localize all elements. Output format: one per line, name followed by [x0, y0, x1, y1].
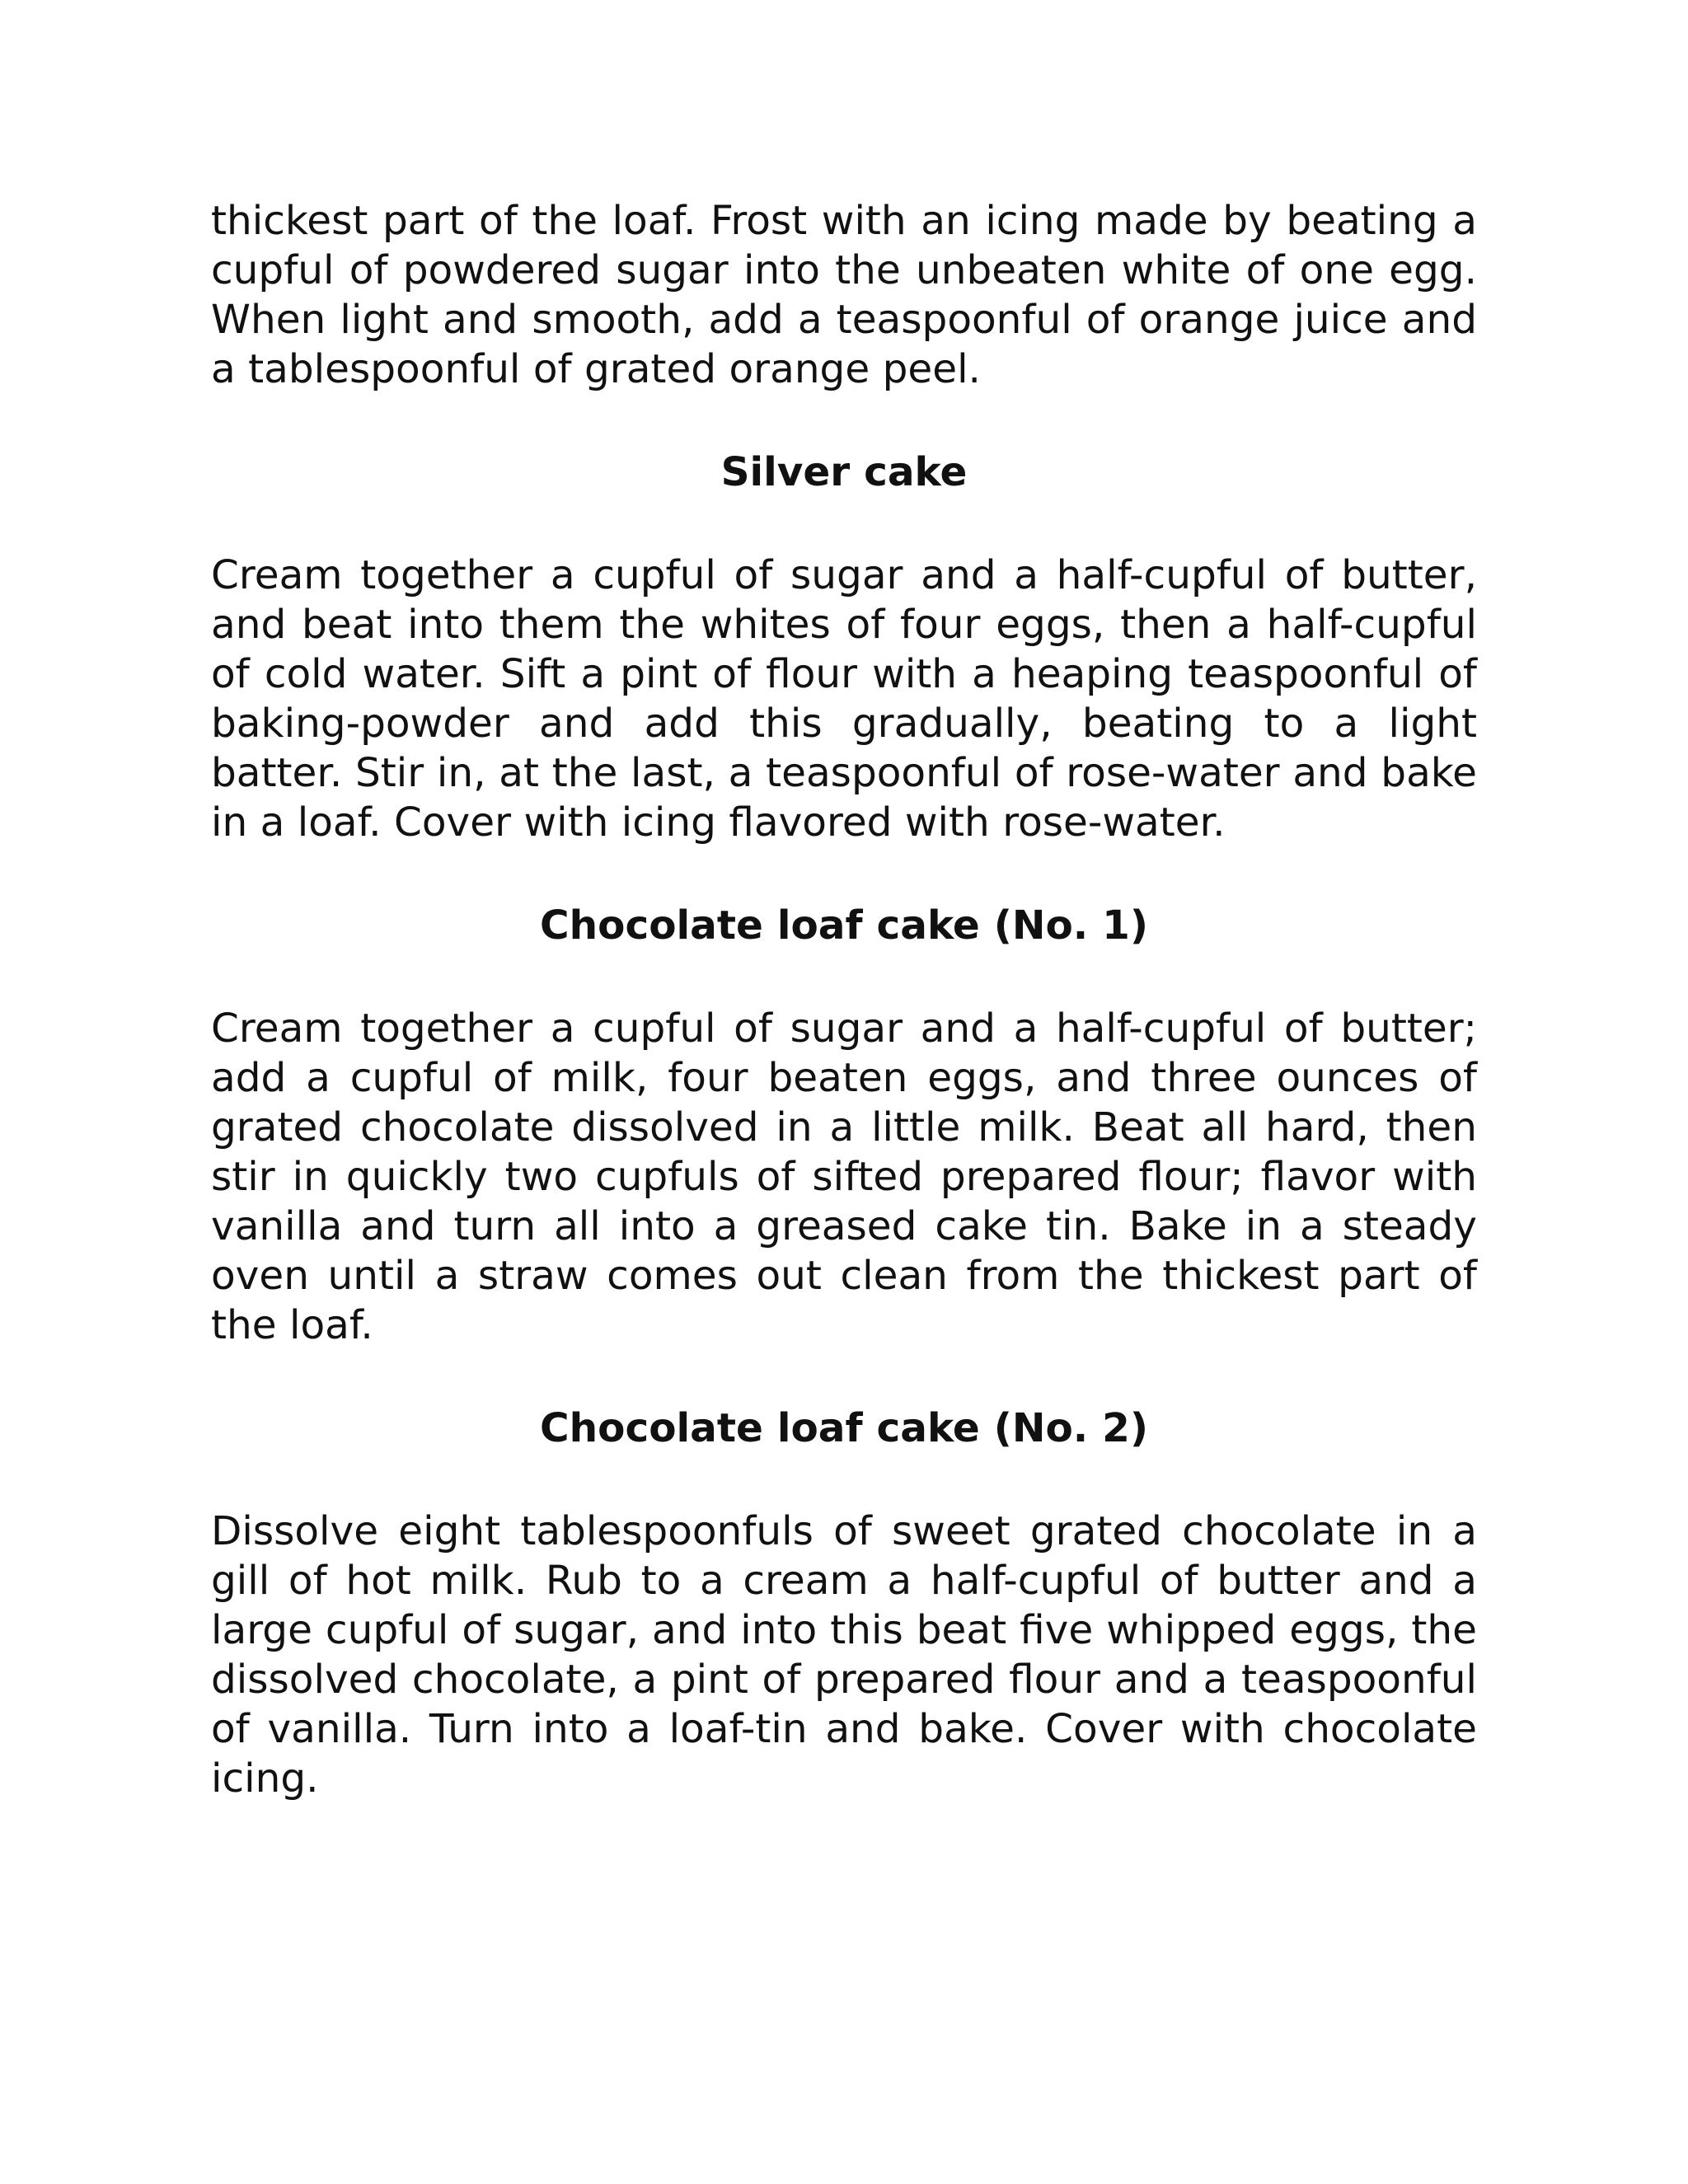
document-page — [211, 196, 1477, 1803]
recipe-paragraph-silver-cake: Cream together a cupful of sugar and a half-cupful of butter, and beat into them the whites of four eggs, then a half-cupful of cold water. Sift a pint of flour with a heaping teaspoonful of baking-powder and add this gradually, beating to a light batter. Stir in, at the last, a teaspoonful of rose-water and bake in a loaf. Cover with icing flavored with rose-water. — [211, 552, 1477, 846]
recipe-paragraph-chocolate-1: Cream together a cupful of sugar and a half-cupful of butter; add a cupful of milk, four beaten eggs, and three ounces of grated chocolate dissolved in a little milk. Beat all hard, then stir in quickly two cupfuls of sifted prepared flour; flavor with vanilla and turn all into a greased cake tin. Bake in a steady oven until a straw comes out clean from the thickest part of the loaf. — [211, 1005, 1477, 1348]
recipe-heading-chocolate-2: Chocolate loaf cake (No. 2) — [540, 1405, 1148, 1451]
recipe-paragraph-chocolate-2: Dissolve eight tablespoonfuls of sweet grated chocolate in a gill of hot milk. Rub to a cream a half-cupful of butter and a large cupful of sugar, and into this beat five whipped eggs, the dissolved chocolate, a pint of prepared flour and a teaspoonful of vanilla. Turn into a loaf-tin and bake. Cover with chocolate icing. — [211, 1508, 1477, 1802]
recipe-heading-chocolate-1: Chocolate loaf cake (No. 1) — [540, 902, 1148, 949]
paragraph-continuation: thickest part of the loaf. Frost with an icing made by beating a cupful of powdered sugar into the unbeaten white of one egg. When light and smooth, add a teaspoonful of orange juice and a tablespoonful of grated orange peel. — [211, 198, 1477, 392]
recipe-heading-silver-cake: Silver cake — [720, 449, 968, 495]
